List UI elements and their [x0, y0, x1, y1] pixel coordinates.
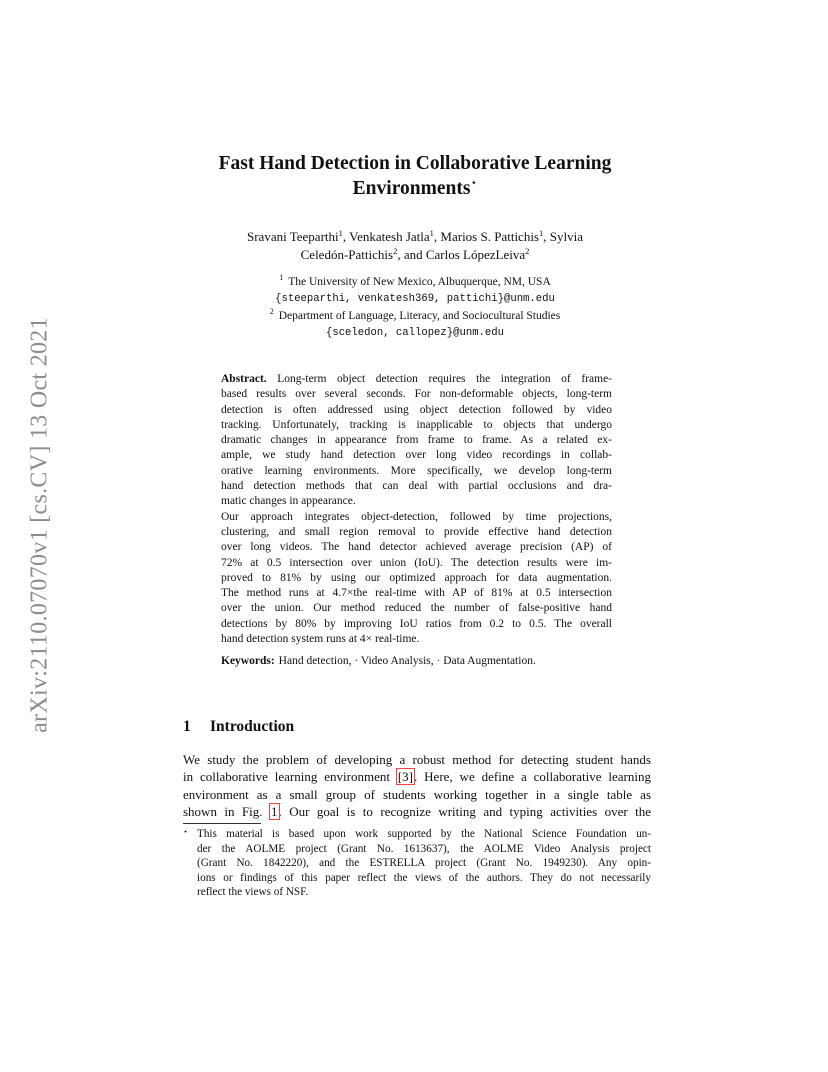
footnote-line: der the AOLME project (Grant No. 1613637), the AOLME Video Analysis project — [197, 842, 651, 855]
figure-link[interactable]: 1 — [271, 803, 278, 819]
author-name: Carlos LópezLeiva — [425, 247, 526, 262]
author-line-1: Sravani Teeparthi$^1$, Venkatesh Jatla$^1$, Marios S. Pattichis$^1$, Sylvia — [247, 228, 583, 244]
keywords-text: Hand detection, · Video Analysis, · Data Augmentation. — [278, 655, 536, 667]
keywords — [221, 654, 612, 669]
author-name: Sravani Teeparthi — [247, 229, 339, 244]
footnote-line: This material is based upon work supported by the National Science Foundation un- — [197, 828, 651, 840]
section-number: 1 — [183, 718, 191, 735]
title-line-2: Environments⋆ — [352, 177, 478, 199]
abstract-line: matic changes in appearance. — [221, 495, 356, 508]
intro-paragraph — [183, 751, 651, 820]
section-heading — [183, 718, 294, 736]
abstract-line: hand detection system runs at 4× real-time. — [221, 633, 420, 646]
intro-line: environment as a small group of students working together in a single table as — [183, 786, 651, 802]
affiliation-2-email: {sceledon, callopez}@unm.edu — [325, 327, 504, 339]
affiliations — [190, 274, 640, 342]
title-footnote-mark: ⋆ — [470, 177, 478, 189]
abstract-line: proved to 81% by using our optimized approach for data augmentation. — [221, 571, 612, 584]
abstract-line: over the union. Our method reduced the number of false-positive hand — [221, 602, 612, 615]
abstract-line: hand detection methods that can deal with partial occlusions and dra- — [221, 480, 612, 493]
abstract-line: detection is often addressed using object detection followed by video — [221, 403, 612, 416]
abstract-line: detections by 80% by improving IoU ratios from 0.2 to 0.5. The overall — [221, 617, 612, 630]
abstract-label: Abstract. — [221, 373, 267, 385]
abstract-line: clustering, and small region removal to provide effective hand detection — [221, 525, 612, 538]
affiliation-sup: 2 — [269, 307, 274, 316]
abstract-line: dramatic changes in appearance from frame to frame. As a related ex- — [221, 434, 612, 447]
keywords-label: Keywords: — [221, 655, 275, 667]
abstract — [221, 372, 612, 647]
abstract-line: orative learning environments. More specifically, we develop long-term — [221, 464, 612, 477]
arxiv-identifier: arXiv:2110.07070v1 [cs.CV] 13 Oct 2021 — [26, 317, 53, 733]
abstract-line: Abstract. Long-term object detection requires the integration of frame- — [221, 373, 613, 385]
affiliation-1-email: {steeparthi, venkatesh369, pattichi}@unm.edu — [275, 293, 555, 305]
author-name: Venkatesh Jatla — [349, 229, 430, 244]
citation-link[interactable]: [3] — [397, 769, 414, 785]
abstract-line: over long videos. The hand detector achieved average precision (AP) of — [221, 541, 612, 554]
intro-line: in collaborative learning environment [3]. Here, we define a collaborative learning — [183, 769, 651, 785]
author-name: Marios S. Pattichis — [440, 229, 539, 244]
footnote-line: (Grant No. 1842220), and the ESTRELLA project (Grant No. 1949230). Any opin- — [197, 857, 651, 870]
author-affil-sup: 2 — [393, 246, 398, 256]
abstract-line: tracking. Unfortunately, tracking is inapplicable to objects that undergo — [221, 418, 612, 431]
footnote-mark: ⋆ — [183, 827, 189, 836]
affiliation-sup: 1 — [279, 273, 284, 282]
author-line-2: Celedón-Pattichis$^2$, and Carlos LópezLeiva$^2$ — [300, 246, 530, 262]
abstract-line: Our approach integrates object-detection, followed by time projections, — [221, 510, 612, 523]
affiliation-1: $^1$ The University of New Mexico, Albuquerque, NM, USA — [279, 273, 551, 288]
author-name-part: Celedón-Pattichis — [300, 247, 394, 262]
author-conjunction: and — [403, 247, 423, 262]
intro-line: We study the problem of developing a robust method for detecting student hands — [183, 752, 651, 767]
footnote-line: ions or findings of this paper reflect the views of the authors. They do not necessarily — [197, 871, 651, 884]
abstract-line: ample, we study hand detection over long video recordings in collab- — [221, 449, 612, 462]
author-affil-sup: 2 — [525, 246, 530, 256]
affiliation-2: $^2$ Department of Language, Literacy, and Sociocultural Studies — [269, 307, 561, 322]
section-title: Introduction — [210, 718, 295, 735]
footnote — [183, 827, 651, 900]
abstract-line: The method runs at 4.7×the real-time with AP of 81% at 0.5 intersection — [221, 587, 612, 600]
footnote-divider — [183, 823, 261, 824]
title-line-1: Fast Hand Detection in Collaborative Learning — [218, 153, 612, 174]
abstract-line: based results over several seconds. For non-deformable objects, long-term — [221, 388, 612, 401]
author-affil-sup: 1 — [539, 228, 544, 238]
author-name-part: Sylvia — [549, 229, 583, 244]
abstract-line: 72% at 0.5 intersection over union (IoU). The detection results were im- — [221, 556, 612, 569]
footnote-line: reflect the views of NSF. — [197, 886, 309, 899]
intro-line: shown in Fig. 1. Our goal is to recognize writing and typing activities over the — [183, 803, 652, 819]
paper-title — [160, 151, 670, 201]
author-affil-sup: 1 — [429, 228, 434, 238]
author-affil-sup: 1 — [338, 228, 343, 238]
author-list — [190, 228, 640, 264]
